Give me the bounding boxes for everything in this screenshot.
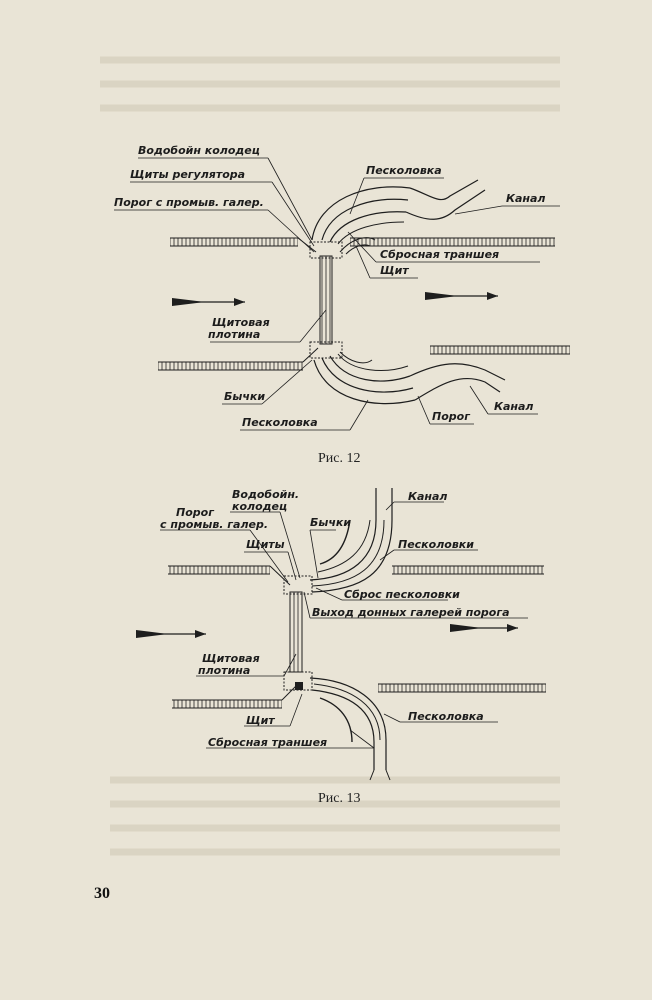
sand-trap-lower-fig13 [310, 678, 390, 780]
label-shchity-fig13: Щиты [246, 538, 285, 551]
label-peskolovka-top: Песколовка [366, 164, 442, 177]
label-bychki-fig13: Бычки [310, 516, 352, 529]
label-kolodec-fig13: колодец [232, 500, 288, 513]
label-sbrosnaya-fig13: Сбросная траншея [208, 736, 328, 749]
label-vodoboin-fig13: Водобойн. [232, 488, 300, 501]
shield-dam-fig13 [284, 576, 312, 690]
label-shchit: Щит [380, 264, 409, 277]
label-vodoboin-kolodec: Водобойн колодец [138, 144, 260, 157]
label-promyv-galer-fig13: с промыв. галер. [160, 518, 269, 531]
label-peskolovka-bottom: Песколовка [242, 416, 318, 429]
label-plotina: плотина [208, 328, 261, 341]
label-shchitovaya-fig13: Щитовая [202, 652, 260, 665]
shield-dam-fig12 [310, 242, 342, 358]
label-peskolovka-fig13: Песколовка [408, 710, 484, 723]
label-shchity-regulyatora: Щиты регулятора [130, 168, 246, 181]
label-shchit-fig13: Щит [246, 714, 275, 727]
label-plotina-fig13: плотина [198, 664, 251, 677]
label-shchitovaya: Щитовая [212, 316, 270, 329]
figure-13-diagram [136, 488, 546, 780]
flow-arrow-right-fig13 [450, 624, 518, 632]
label-peskolovki-fig13: Песколовки [398, 538, 474, 551]
label-kanal-bottom: Канал [494, 400, 534, 413]
figure-12-diagram [114, 144, 570, 430]
figure-13-caption: Рис. 13 [318, 791, 361, 806]
label-kanal-fig13: Канал [408, 490, 448, 503]
label-porog-fig13: Порог [176, 506, 214, 519]
label-sbros-peskolovki-fig13: Сброс песколовки [344, 588, 460, 601]
figure-12-caption: Рис. 12 [318, 451, 361, 466]
river-bank-lower-fig13 [172, 684, 546, 708]
flow-arrow-left-fig13 [136, 630, 206, 638]
page-number: 30 [94, 885, 110, 902]
sand-trap-upper-fig13 [310, 488, 392, 592]
flow-arrow-right-fig12 [425, 292, 498, 300]
label-porog-galer: Порог с промыв. галер. [114, 196, 264, 209]
flow-arrow-left-fig12 [172, 298, 245, 306]
label-bychki: Бычки [224, 390, 266, 403]
label-porog: Порог [432, 410, 470, 423]
label-vyhod-galerei-fig13: Выход донных галерей порога [312, 606, 510, 619]
label-kanal-top: Канал [506, 192, 546, 205]
label-sbrosnaya-transheya: Сбросная траншея [380, 248, 500, 261]
river-bank-lower-fig12 [158, 346, 570, 370]
